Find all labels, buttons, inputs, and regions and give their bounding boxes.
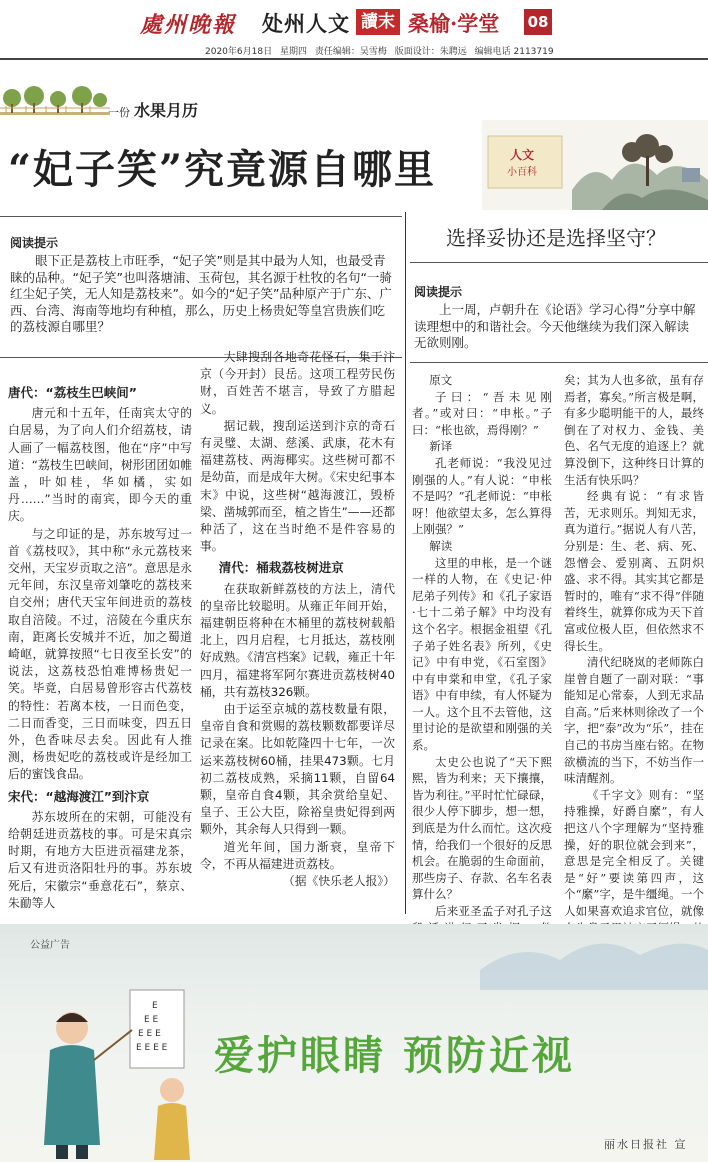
ad-illustration	[12, 970, 212, 1160]
issue-weekday: 星期四	[279, 47, 307, 57]
label-yiwen: 新译	[429, 439, 453, 454]
ad-slogan: 爱护眼睛 预防近视	[214, 1033, 575, 1079]
phone: 编辑电话 2113719	[474, 47, 554, 57]
box-label-main: 人文	[509, 148, 534, 162]
right-column-1	[412, 372, 552, 986]
box-label-sub: 小百科	[507, 167, 537, 178]
lead-text: 眼下正是荔枝上市旺季，“妃子笑”则是其中最为人知，也最受青睐的品种。“妃子笑”也叫落塘浦、玉荷包，其名源于杜牧的名句“一骑红尘妃子笑，无人知是荔枝来”。如今的“妃子笑”品种原产于广东、广西、台湾、海南等地均有种植，那么，历史上杨贵妃等皇宫贵族们吃的荔枝源自哪里？	[10, 253, 392, 334]
right-lead-text: 上一周，卢朝升在《论语》学习心得”分享中解读理想中的和谐社会。今天他继续为我们深入解读无欲则刚。	[414, 302, 696, 350]
paragraph: 矣；其为人也多欲，虽有存焉者，寡矣。”所言极是啊，有多少聪明能干的人，最终倒在了对权力、金钱、美色、名气无度的追逐上？就算没倒下，这种终日计算的生活有快乐吗？	[564, 373, 704, 487]
masthead-brand: 處州晚報	[140, 12, 237, 38]
designer: 版面设计：朱聘远	[394, 47, 467, 57]
eye-chart-glyph: E E	[144, 1015, 159, 1025]
issue-info	[205, 44, 559, 57]
subhead-song: 宋代：“越海渡江”到汴京	[8, 788, 150, 804]
paragraph: 太史公也说了“天下熙熙，皆为利来；天下攘攘，皆为利往。”平时忙忙碌碌，很少人停下脚步，想一想，到底是为什么而忙。这次疫情，给我们一个很好的反思机会。在脆弱的生命面前，那些房子、存款、名车名表算什么？	[412, 754, 552, 902]
paragraph: 这里的申枨，是一个谜一样的人物，在《史记·仲尼弟子列传》和《孔子家语·七十二弟子解》中均没有这个名字。根据金祖望《孔子弟子姓名表》所列，《史记》中有申党，《石室图》中有申棠和申堂，《孔子家语》中有申续，有人怀疑为一人。这个且不去管他，这里讨论的是欲望和刚强的关系。	[412, 555, 552, 753]
lead-divider	[0, 216, 402, 217]
lead-label: 阅读提示	[10, 236, 59, 250]
right-title-rule	[410, 262, 708, 263]
paragraph: 《千字文》则有：“坚持雅操，好爵自縻”，有人把这八个字理解为“坚持雅操，好的职位就会到来”，意思是完全相反了。关键是“好”要读第四声，这个“縻”字，是牛缰绳。一个人如果喜欢追求官位，就像	[564, 787, 704, 918]
paragraph: 经典有说：“有求皆苦，无求则乐。判知无求，真为道行。”据说人有八苦，分别是：生、老、病、死、怨憎会、爱别离、五阴炽盛、求不得。其实其它都是暂时的，唯有“求不得”伴随着终生，就算你成为天下首富或位极人臣，但依然求不得长生。	[564, 489, 704, 653]
right-lead-label: 阅读提示	[414, 285, 463, 299]
box-label	[488, 146, 556, 178]
ad-cloud-decoration	[480, 930, 708, 990]
subhead-qing: 清代：桶栽荔枝树进京	[218, 560, 344, 576]
issue-date: 2020年6月18日	[205, 47, 273, 57]
paragraph: 在获取新鲜荔枝的方法上，清代的皇帝比较聪明。从雍正年间开始，福建朝臣将种在木桶里的荔枝树载船北上，四月启程，七月抵达，荔枝刚好成熟。《清宫档案》记载，雍正十年四月，福建将军阿尔赛进贡荔枝树40桶，共有荔枝326颗。	[200, 581, 395, 699]
article-column-2	[200, 349, 395, 890]
article-column-1	[8, 380, 192, 912]
paragraph: 后来亚圣孟子对孔子这	[435, 904, 552, 918]
editor: 责任编辑：吴雪梅	[314, 47, 387, 57]
masthead-logo: 讀末	[356, 9, 400, 35]
eye-chart-glyph: E	[152, 1001, 158, 1011]
paragraph: 道光年间，国力渐衰，皇帝下令，不再从福建进贡荔枝。	[200, 839, 395, 871]
masthead-section: 处州人文	[262, 11, 350, 36]
eye-chart-glyph: E E E	[138, 1029, 161, 1039]
source-credit: （据《快乐老人报》）	[282, 874, 395, 889]
article-title: “妃子笑”究竟源自哪里	[8, 146, 437, 193]
paragraph: 唐元和十五年，任南宾太守的白居易，为了向人们介绍荔枝，请人画了一幅荔枝图，他在“序”中写道：“荔枝生巴峡间，树形团团如帷盖，叶如桂，华如橘，实如丹……”当时的南宾，即今天的重庆。	[8, 406, 192, 524]
paragraph: 大肆搜刮各地奇花怪石，集于汴京（今开封）艮岳。这项工程劳民伤财，百姓苦不堪言，导致了方腊起义。	[200, 350, 395, 416]
series-prefix: 一份	[108, 106, 130, 119]
label-jiedu: 解读	[429, 538, 453, 553]
right-article-title: 选择妥协还是选择坚守？	[446, 226, 666, 250]
ad-tag: 公益广告	[30, 940, 70, 951]
header-rule	[0, 58, 708, 60]
column-divider	[405, 212, 406, 914]
series-name: 水果月历	[134, 101, 199, 120]
page-number: 08	[524, 9, 552, 35]
garden-illustration	[0, 84, 110, 120]
label-yuanwen: 原文	[429, 373, 453, 387]
paragraph: 清代纪晓岚的老师陈白崖曾自题了一副对联：“事能知足心常泰，人到无求品自高。”后来林则徐改了一个字，把“泰”改为“乐”，挂在自己的书房当座右铭。在物欲横流的当下，不妨当作一味清醒剂。	[564, 655, 704, 786]
paragraph: 苏东坡所在的宋朝，可能没有给朝廷进贡荔枝的事。可是宋真宗时期，有地方大臣进贡福建龙茶，后又有进贡洛阳牡丹的事。苏东坡死后，宋徽宗“垂意花石”，蔡京、朱勔等人	[8, 809, 192, 910]
right-lead-rule	[410, 362, 708, 363]
masthead-column: 桑榆·学堂	[408, 11, 500, 36]
paragraph: 据记载，搜刮运送到汴京的奇石有灵璧、太湖、慈溪、武康，花木有福建荔枝、两海椰实。这些树可都不是幼苗，而是成年大树。《宋史纪事本末》中说，这些树“越海渡江，毁桥梁、凿城郭而至，植之皆生”——还都种活了，这在当时绝不是件容易的事。	[200, 418, 395, 554]
eye-chart-glyph: E E E E	[136, 1043, 168, 1053]
paragraph: 子曰：“吾未见刚者。”或对曰：“申枨。”子曰：“枨也欲，焉得刚？”	[412, 389, 552, 437]
subhead-tang: 唐代：“荔枝生巴峡间”	[8, 385, 137, 400]
paragraph: 孔老师说：“我没见过刚强的人。”有人说：“申枨不是吗？”孔老师说：“申枨呀！他欲望太多，怎么算得上刚强？”	[412, 455, 552, 537]
series-label	[108, 98, 198, 121]
ad-sponsor: 丽水日报社 宣	[604, 1138, 688, 1151]
paragraph: 由于运至京城的荔枝数量有限，皇帝自食和赏赐的荔枝颗数都要详尽记录在案。比如乾隆四十七年，一次运来荔枝树60桶，挂果473颗。七月初二荔枝成熟，采摘11颗，自留64颗，皇帝自食4颗，其余赏给皇妃、皇子、王公大臣，除裕皇贵妃得到两颗外，其余每人只得到一颗。	[200, 702, 395, 837]
paragraph: 与之印证的是，苏东坡写过一首《荔枝叹》，其中称“永元荔枝来交州，天宝岁贡取之涪”。意思是永元年间，东汉皇帝刘肇吃的荔枝来自交州；唐代天宝年间进贡的荔枝取自涪陵。不过，涪陵在今重庆东南，距离长安城并不近，加之蜀道崎岖，就算按照“七日夜至长安”的说法，这荔枝恐怕难博杨贵妃一笑。毕竟，白居易曾形容古代荔枝的特性：若离本枝，一日而色变，二日而香变，三日而味变，四五日外，色香味尽去矣。因此有人推测，杨贵妃吃的荔枝或许是经加工后的蜜饯食品。	[8, 526, 192, 782]
